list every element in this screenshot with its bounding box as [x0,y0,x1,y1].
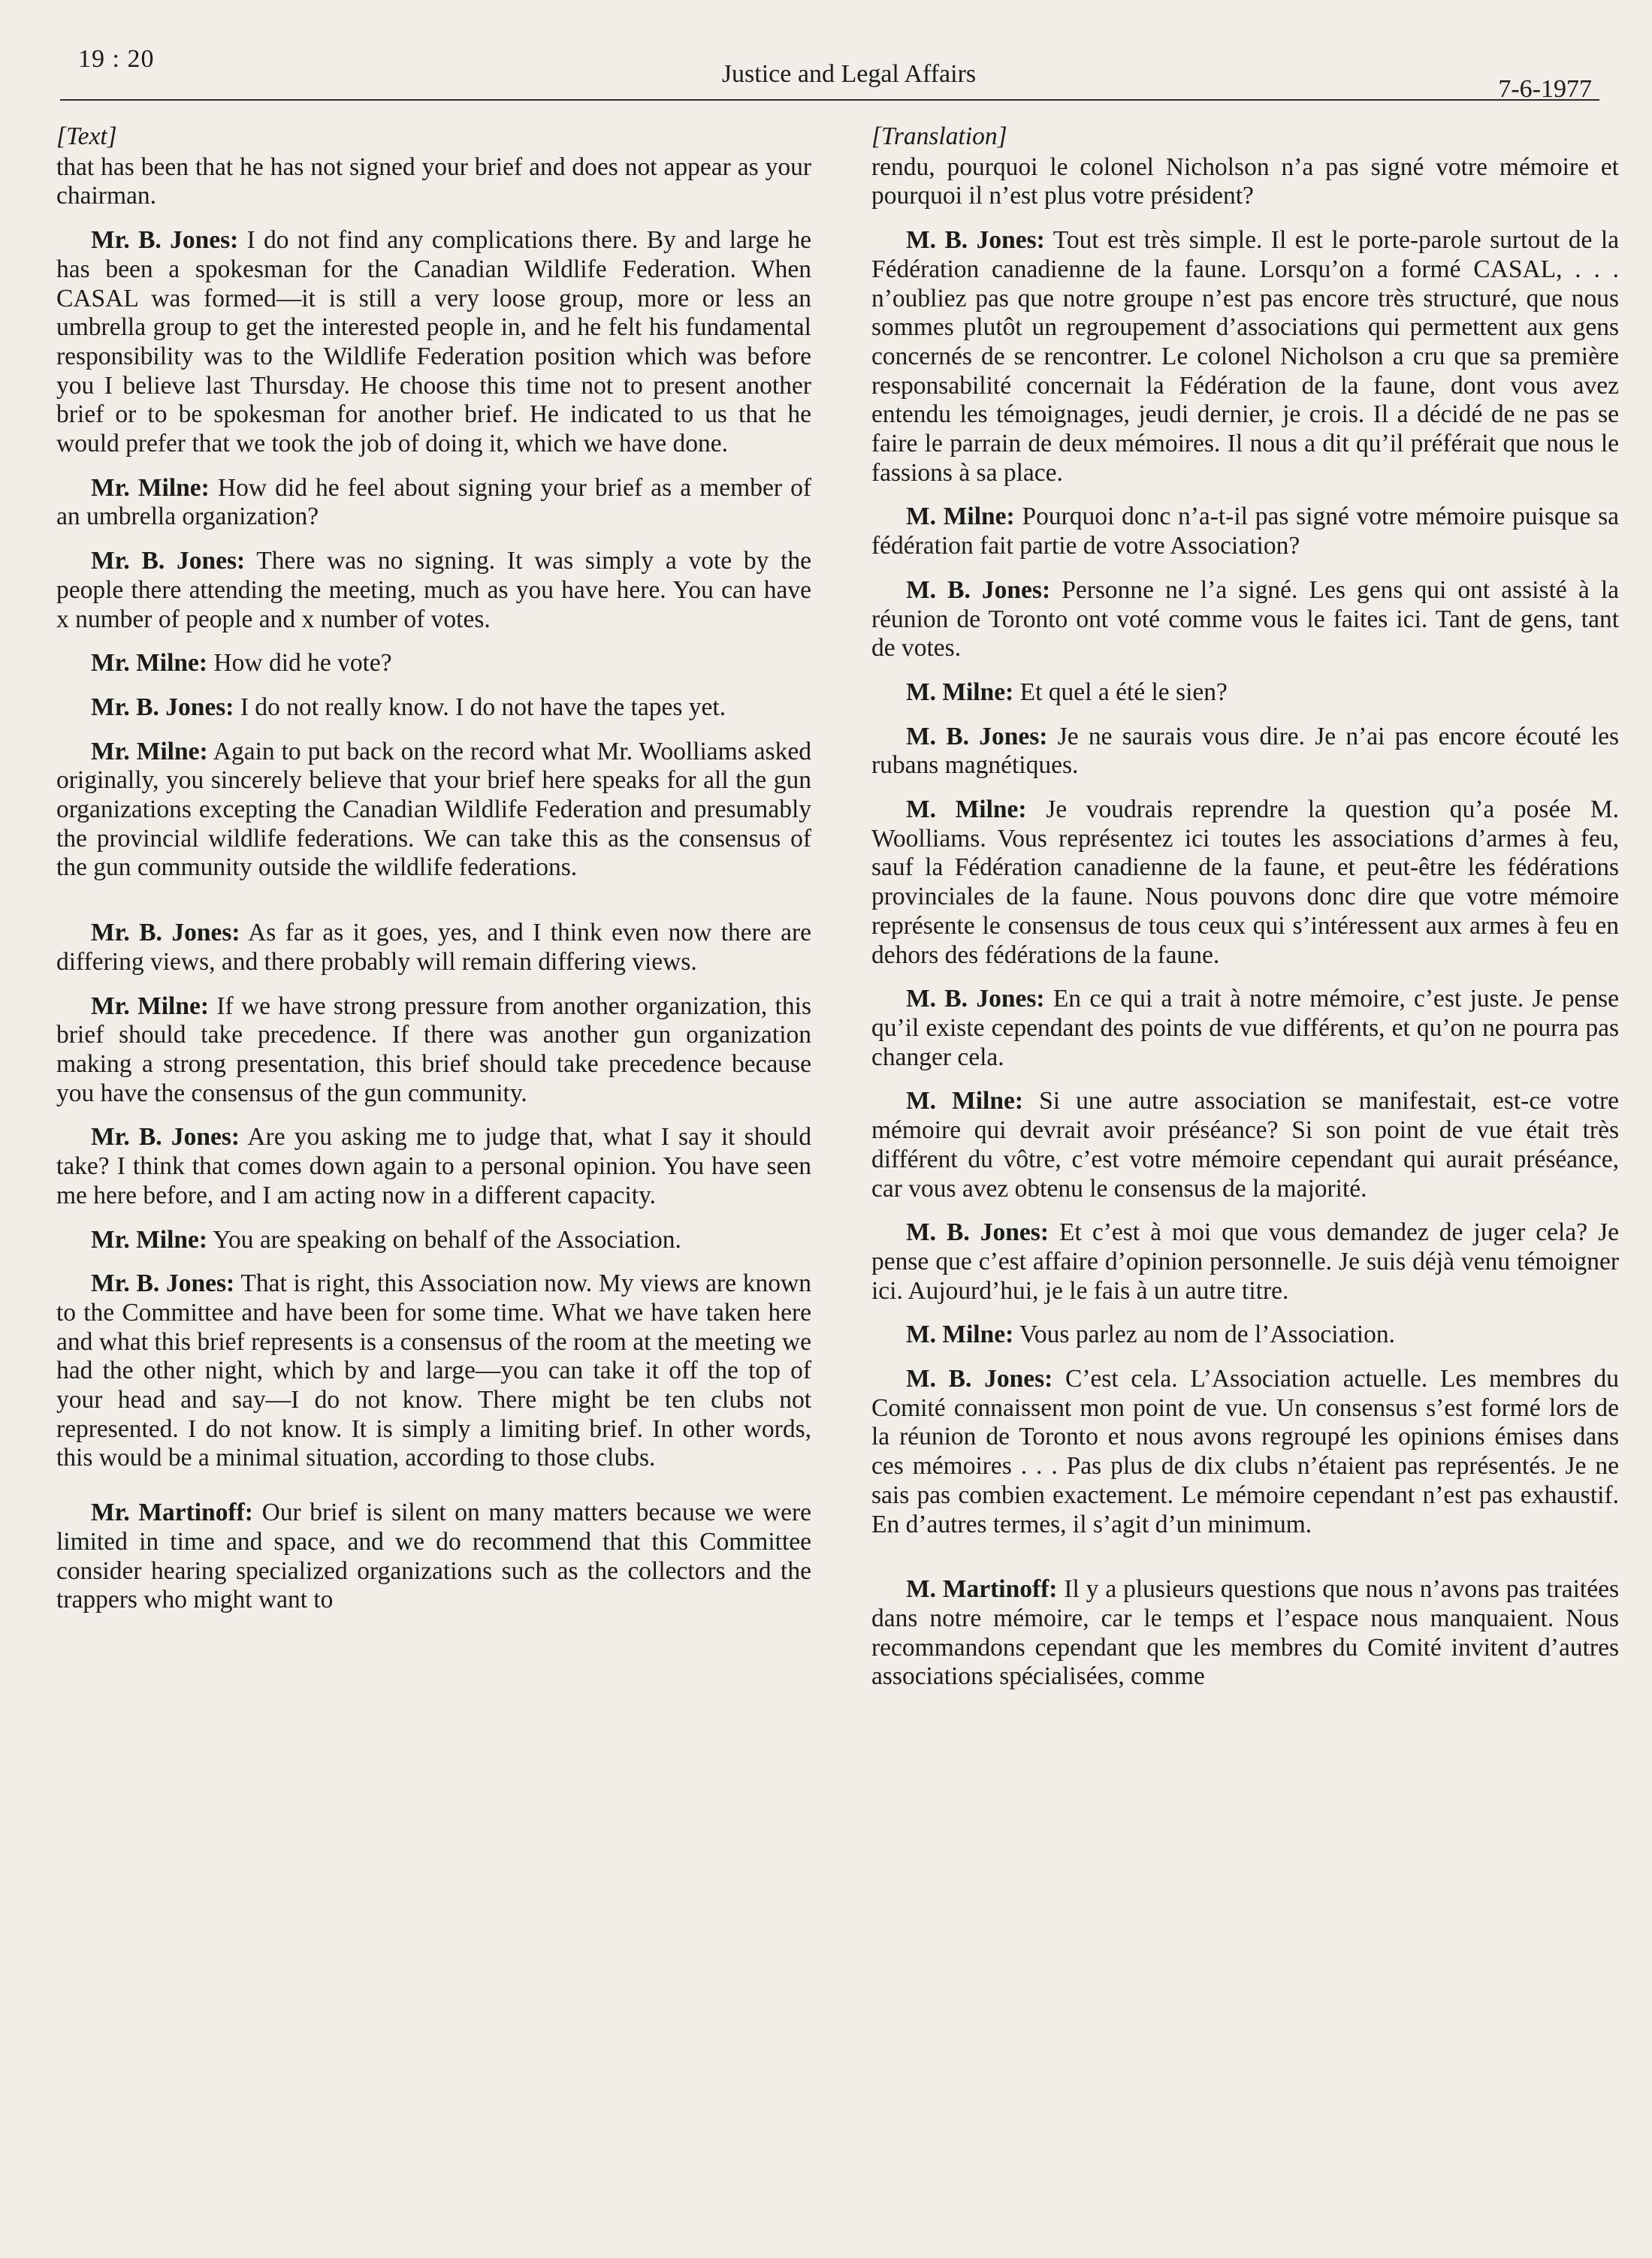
speaker-name: M. Milne: [906,503,1015,531]
transcript-paragraph [871,985,1619,1072]
speaker-name: Mr. Milne: [91,473,210,502]
transcript-paragraph [56,1499,811,1615]
column-label-text: [Text] [56,122,117,150]
speech-text: You are speaking on behalf of the Association. [213,1225,681,1254]
speaker-name: Mr. Milne: [91,1225,208,1254]
speaker-name: Mr. Milne: [91,737,208,765]
speaker-name: M. B. Jones: [906,722,1048,750]
transcript-paragraph [871,1321,1619,1350]
transcript-paragraph [871,1087,1619,1203]
speaker-name: M. Martinoff: [906,1575,1058,1604]
transcript-paragraph [56,738,811,883]
transcript-paragraph [871,1365,1619,1539]
speech-text: Et quel a été le sien? [1019,678,1228,706]
issue-date: 7-6-1977 [1498,75,1592,103]
speaker-name: Mr. B. Jones: [91,1269,235,1298]
speech-text: Et c’est à moi que vous demandez de juger cela? Je pense que c’est affaire d’opinion personnelle. Je suis déjà venu témoigner ici. Aujourd’hui, je le fais à un autre titre. [871,1218,1620,1305]
speech-text: I do not find any complications there. By and large he has been a spokesman for the Canadian Wildlife Federation. When CASAL was formed—it is still a very loose group, more or less an umbrella group to get the interested people in, and he felt his fundamental responsibility was to the Wildlife Federation position which was before you I believe last Thursday. He choose this time not to present another brief or to be spokesman for another brief. He indicated to us that he would prefer that we took the job of doing it, which we have done. [56,226,812,458]
transcript-paragraph [56,1226,811,1255]
transcript-paragraph [871,723,1619,780]
speech-text: Are you asking me to judge that, what I say it should take? I think that comes down again to a personal opinion. You have seen me here before, and I am acting now in a different capacity. [56,1123,812,1209]
committee-title: Justice and Legal Affairs [721,60,977,88]
transcript-paragraph [871,153,1619,211]
speech-text: Our brief is silent on many matters because we were limited in time and space, and we do recommend that this Committee consider hearing specialized organizations such as the collectors and the trappers who might want to [56,1499,811,1614]
transcript-paragraph [871,576,1619,663]
transcript-paragraph [871,678,1619,708]
speech-text: Si une autre association se manifestait, est-ce votre mémoire qui devrait avoir préséance? Si son point de vue était très différent du vôtre, c’est votre mémoire cependant qui aurait préséance, car vous avez obtenu le consensus de la majorité. [871,1087,1620,1203]
speaker-name: M. Milne: [906,678,1014,706]
transcript-paragraph [56,1123,811,1210]
speech-text: That is right, this Association now. My views are known to the Committee and have been for some time. What we have taken here and what this brief represents is a consensus of the room at the meeting we had the other night, which by and large—you can take it off the top of your head and say—I do not know. There might be ten clubs not represented. I do not know. It is simply a limiting brief. In other words, this would be a minimal situation, according to those clubs. [56,1269,811,1472]
speech-text: rendu, pourquoi le colonel Nicholson n’a pas signé votre mémoire et pourquoi il n’est plus votre président? [871,152,1619,210]
speech-text: Vous parlez au nom de l’Association. [1019,1321,1395,1349]
transcript-paragraph [56,992,811,1109]
speaker-name: Mr. B. Jones: [91,693,234,721]
transcript-paragraph [56,649,811,678]
speech-text: If we have strong pressure from another organization, this brief should take precedence. If there was another gun organization making a strong presentation, this brief should take precedence because you have the consensus of the gun community. [56,992,812,1107]
speech-text: There was no signing. It was simply a vote by the people there attending the meeting, much as you have here. You can have x number of people and x number of votes. [56,547,811,633]
speech-text: Personne ne l’a signé. Les gens qui ont assisté à la réunion de Toronto ont voté comme vous le faites ici. Tant de gens, tant de votes. [871,575,1620,663]
speaker-name: Mr. B. Jones: [91,226,239,255]
transcript-paragraph [871,226,1619,488]
transcript-paragraph [871,795,1619,970]
transcript-paragraph [56,547,811,634]
speech-text: Je ne saurais vous dire. Je n’ai pas encore écouté les rubans magnétiques. [871,722,1620,780]
speaker-name: M. B. Jones: [906,985,1045,1013]
speaker-name: Mr. Milne: [91,649,208,678]
speaker-name: M. Milne: [906,795,1027,824]
speaker-name: M. B. Jones: [906,1218,1049,1247]
transcript-paragraph [871,1575,1619,1692]
speaker-name: M. B. Jones: [906,226,1045,255]
speech-text: Again to put back on the record what Mr. Woolliams asked originally, you sincerely believe that your brief here speaks for all the gun organizations excepting the Canadian Wildlife Federation and presumably the provincial wildlife federations. We can take this as the consensus of the gun community outside the wildlife federations. [56,737,811,882]
speech-text: Je voudrais reprendre la question qu’a posée M. Woolliams. Vous représentez ici toutes les associations d’armes à feu, sauf la Fédération canadienne de la faune, et peut-être les fédérations provinciales de la faune. Nous pouvons donc dire que votre mémoire représente le consensus de tous ceux qui s’intéressent aux armes à feu en dehors des fédérations de la faune. [871,795,1620,969]
speech-text: Tout est très simple. Il est le porte-parole surtout de la Fédération canadienne de la faune. Lorsqu’on a formé CASAL, . . . n’oubliez pas que notre groupe n’est pas encore très structuré, que nous sommes plutôt un regroupement d’associations qui permettent aux gens concernés de se rencontrer. Le colonel Nicholson a cru que sa première responsabilité concernait la Fédération de la faune, dont vous avez entendu les témoignages, jeudi dernier, je crois. Il a décidé de ne pas se faire le parrain de deux mémoires. Il nous a dit qu’il préférait que nous le fassions à sa place. [871,226,1619,487]
speech-text: Pourquoi donc n’a-t-il pas signé votre mémoire puisque sa fédération fait partie de votre Association? [871,503,1620,560]
transcript-paragraph [56,153,811,211]
speaker-name: M. Milne: [906,1087,1023,1115]
speaker-name: Mr. Milne: [91,992,209,1020]
speech-text: C’est cela. L’Association actuelle. Les membres du Comité connaissent mon point de vue. Un consensus s’est formé lors de la réunion de Toronto et nous avons regroupé les opinions émises dans ces mémoires . . . Pas plus de dix clubs n’étaient pas représentés. Je ne sais pas combien exactement. Le mémoire cependant n’est pas exhaustif. En d’autres termes, il s’agit d’un minimum. [871,1365,1619,1538]
speaker-name: M. B. Jones: [906,1365,1053,1393]
transcript-paragraph [56,1269,811,1473]
english-text-column [56,122,811,1630]
page-number: 19 : 20 [78,45,155,73]
transcript-paragraph [56,226,811,459]
header-rule [60,99,1599,101]
speaker-name: Mr. B. Jones: [91,547,246,575]
speech-text: En ce qui a trait à notre mémoire, c’est juste. Je pense qu’il existe cependant des points de vue différents, et qu’on ne pourra pas changer cela. [871,985,1620,1071]
column-label-translation: [Translation] [871,122,1007,150]
french-translation-column [871,122,1619,1707]
speaker-name: Mr. B. Jones: [91,1123,240,1152]
speaker-name: Mr. B. Jones: [91,919,240,947]
speech-text: I do not really know. I do not have the tapes yet. [240,693,726,721]
speaker-name: M. Milne: [906,1321,1014,1349]
speech-text: Il y a plusieurs questions que nous n’avons pas traitées dans notre mémoire, car le temps et l’espace nous manquaient. Nous recommandons cependant que les membres du Comité invitent d’autres associations spécialisées, comme [871,1575,1620,1691]
speech-text: As far as it goes, yes, and I think even now there are differing views, and there probably will remain differing views. [56,919,812,976]
transcript-paragraph [56,919,811,977]
speech-text: How did he feel about signing your brief as a member of an umbrella organization? [56,473,811,531]
transcript-paragraph [56,474,811,532]
speaker-name: M. B. Jones: [906,575,1051,604]
transcript-paragraph [871,1218,1619,1306]
speech-text: that has been that he has not signed your brief and does not appear as your chairman. [56,152,811,210]
speech-text: How did he vote? [213,649,392,678]
transcript-paragraph [871,503,1619,560]
transcript-paragraph [56,693,811,723]
speaker-name: Mr. Martinoff: [91,1499,253,1527]
